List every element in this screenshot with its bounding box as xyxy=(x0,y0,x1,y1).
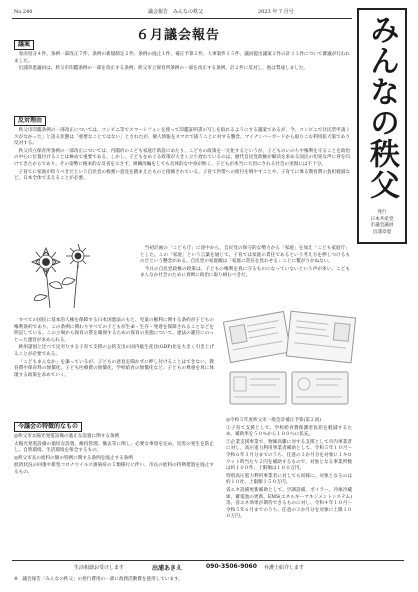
card-image xyxy=(228,368,350,408)
lower-left-paragraph: すべての国民に基本的人権を保障する日本国憲法のもと、児童の権利に関する条約が子どもの権利条約であり、この条例に関わりすべての子どもが生命・生存・発達を保障されることなどを明記している。この立場から保育の質を確保するための保育の実施について、憲法の趣旨にのっとった運営が求められる。 xyxy=(14,318,214,343)
opposition-paragraph: 子育てに家庭が担うべきだという自民党の根強い意見を踏まえたものと指摘されている。子育て世帯への給付を増やすことや、子育てに係る教育費の負担軽減など、日本全体で支えることが必要。 xyxy=(14,169,350,182)
budget-list xyxy=(226,418,352,522)
opposition-label: 反対理由 xyxy=(14,116,46,126)
lower-left-paragraph: 「こどもまんなか」を謳っているが、子どもの意見を聞かずに押し付けることはできない。教育費や保育料の無償化、子ども医療費の無償化、学校給食の無償化など、子どもの尊重を真に体現する政策を求めていく。 xyxy=(14,359,214,378)
publisher-line: 日本共産党 xyxy=(370,216,394,222)
opposition-text xyxy=(14,128,350,184)
bills-text xyxy=(14,52,350,74)
right-paragraph: 今日の自民党政権の政策は、子どもの権利を真に守るものになっていないという声が多い。こどもまんなか社会のために真剣に政治に取り組むべきだ。 xyxy=(140,266,350,279)
right-column-text xyxy=(140,246,350,281)
bills-paragraph: 専決処分４件、条例一部改正７件、条例の新規制定２件、条例の廃止１件、補正予算２件、人事案件１５件、議員提出議案２件の計３３件について審議が行われました。 xyxy=(14,52,350,64)
amendment-label: 今議会の特徴的なもの xyxy=(14,422,82,432)
portrait-icon xyxy=(229,324,248,345)
contact-name: 出浦あきえ xyxy=(152,565,183,572)
publisher-line: 市議会議員 xyxy=(370,223,394,228)
budget-item: 省エネ設備更新補助として、空調設備、ボイラー、冷凍冷蔵庫、蓄電池の更新、EMS(エネルギーマネジメントシステム)等、省エネ効果が期待できるものに対し、令和４年１０月〜令和５年６月までのうち、任意の３か月分を対象に上限１００万円。 xyxy=(226,487,352,520)
lower-left-text xyxy=(14,318,214,380)
contact-phone: 090-3506-9060 xyxy=(206,563,257,570)
bills-paragraph: 出浦章恵議員は、秩父市印鑑条例の一部を改正する条例、秩父市立保育所条例の一部を改正する条例、計２件に反対し、他は賛成しました。 xyxy=(18,66,309,72)
portrait-icon xyxy=(333,322,351,342)
masthead-title: みんなの秩父 xyxy=(364,14,399,200)
amendment-item: 太陽光発電設備の適切な設置、維持管理、撤去等に関し、必要な事項を定め、災害の発生を防止し、自然環境、生活環境を保全するもの。 xyxy=(14,441,214,454)
card-illustration xyxy=(223,311,291,363)
budget-item: ①子育て支援として、学校給食費保護者負担を軽減するため、補助率を５０％から１００％に拡充。 xyxy=(226,425,352,438)
budget-item: ◎令和５年度秩父市一般会計補正予算(第２回) xyxy=(226,418,321,423)
publication-name: 議会報告 みんなの秩父 xyxy=(148,9,204,15)
header-rule xyxy=(12,18,352,19)
page-title: ６月議会報告 xyxy=(136,28,221,43)
lawyer-referral-text: 弁護士紹介します xyxy=(264,565,305,571)
budget-item: ②企業支援事業で、物価高騰に対する支援として市内事業者に対し、高圧電力利用事業者補助として、令和５年１０月〜令和６年３月分までのうち、任意の３か月分を対象に１キロワット時当たり２円を補助するもので、対象となる事業所数は約１００件、上限額は１００万円。 xyxy=(226,439,352,472)
amendment-item: ◎秩父市太陽光発電設備の適正な設置に関する条例 xyxy=(14,434,120,439)
opposition-paragraph: 秩父市印鑑条例の一部改正については、コンビニ等でスマートフォンを使って印鑑証明書の写しを取れるようにする議案であるが、今、コンビニで住民票申請ミスがなかった」と語る状態は「重要なことではない」とされたが、個人情報をスマホで扱うことに対する懸念、マイナンバーカードから取りこむ利用拡大策であり反対する。 xyxy=(14,128,350,147)
consultation-text: 生活相談お受けします xyxy=(74,565,125,571)
budget-item: 特別高圧電力利用事業者に対しても同様に、対象となるのは約１０社、上限額１５０万円。 xyxy=(226,473,352,486)
lower-left-paragraph: 欧州諸国と比べて見劣りする子育て支援の公的支出の国内総生産比(GDP)比を大きく引き上げることが必要である。 xyxy=(14,345,214,357)
footer-rule xyxy=(12,560,404,561)
publisher-line: 発行 xyxy=(377,210,387,215)
publisher-line: 出浦章恵 xyxy=(372,229,392,235)
amendment-item: ◎秩父市長の給料の額の特例に関する条例を廃止する条例 xyxy=(14,455,133,461)
masthead xyxy=(357,8,407,244)
issue-date: 2023 年 7 月号 xyxy=(258,9,294,15)
footer-note: ※ 議会報告「みんなの秩父」の発行費用の一部に政務活動費を使用しています。 xyxy=(14,577,183,582)
bills-label: 議案 xyxy=(14,40,34,50)
opposition-paragraph: 秩父市立保育所条例の一部改正については、内閣府のこども家庭庁新設にあたり、こどもの政策を一元化するというが、子どものいのちや権利を守ることを政治の中心に位置付けることは極めて重要である。しかし、子どもをめぐる政策が大きく立ち遅れているのは、歴代自民党政権が解決を求める国民の切実な声に背を向けてきたからであり、その姿勢に根本的な反省を示さず、組織改編をしても具体的な中身が無く、子どもが本当に大切にされる社会の実現には不十分。 xyxy=(14,148,350,167)
right-paragraph: 当初計画の「こども庁」に途中から、自民党の保守的な勢力から「家庭」を加え「こども家庭庁」とした。この「家庭」という言葉を通じて、子育ては家庭の責任であるという考え方を押しつけるものだという懸念がある。自民党の家庭観は「家庭に責任を負わせる」ことに繋がりかねない。 xyxy=(140,246,350,265)
masthead-publisher xyxy=(361,210,403,236)
amendment-item: 経済状況の回復や新型コロナウイルス感染症の５類移行に伴い、市長の給料の特例措置を廃止するもの。 xyxy=(14,463,214,475)
card-illustration xyxy=(286,311,356,364)
sunflower-illustration xyxy=(16,244,116,310)
issue-number: No.240 xyxy=(14,9,33,15)
amendment-list xyxy=(14,434,214,478)
